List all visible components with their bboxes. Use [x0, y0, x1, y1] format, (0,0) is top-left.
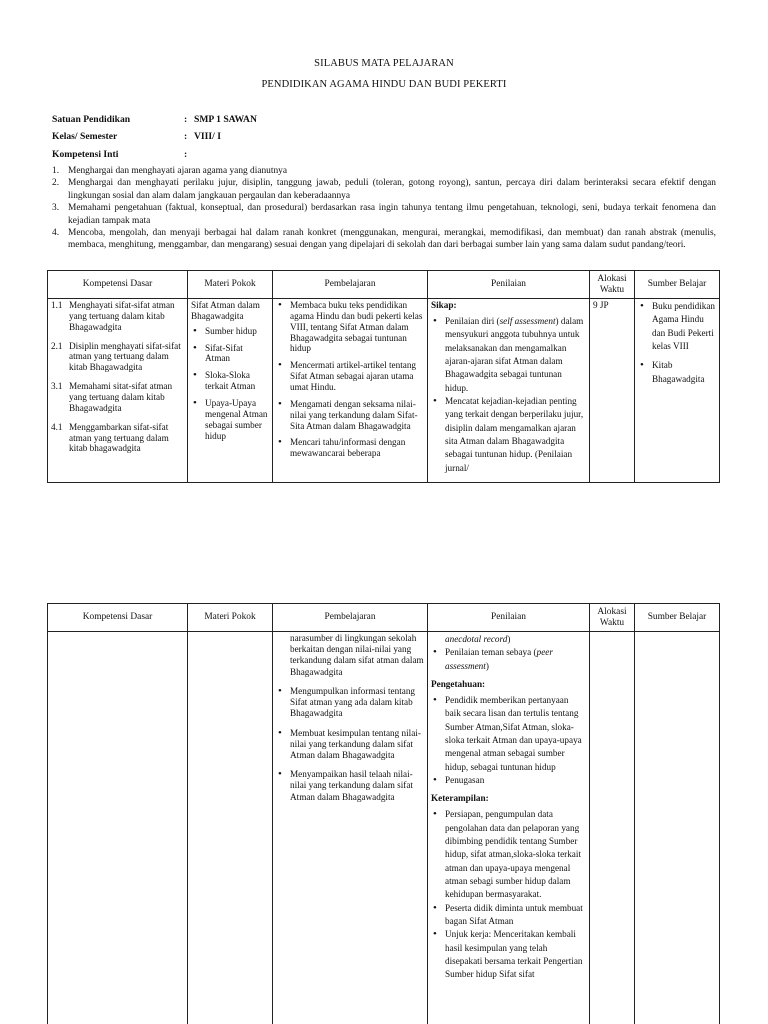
kd-item: [51, 341, 184, 374]
cell-penilaian: [428, 299, 590, 483]
list-item: • Mengamati dengan seksama nilai-nilai yang terkandung dalam Sifat-Sita Atman dalam Bhagawadgita: [276, 399, 424, 432]
list-item: • Mencatat kejadian-kejadian penting yang terkait dengan berperilaku jujur, disiplin dalam mengamalkan ajaran sita Atman dalam Bhagawadgita sebagai tuntunan hidup. (Penilaian jurnal/: [431, 395, 586, 475]
list-item: • Peserta didik diminta untuk membuat bagan Sifat Atman: [431, 902, 586, 929]
header-pembelajaran: Pembelajaran: [273, 271, 428, 299]
item-text: Mencoba, mengolah, dan menyaji berbagai hal dalam ranah konkret (menggunakan, mengurai, merangkai, memodifikasi, dan membuat) dan ranah abstrak (menulis, membaca, menghitung, menggambar, dan mengarang) sesuai dengan yang dipelajari di sekolah dan dari berbagai sumber lain yang sama dalam sudut pandang/teori.: [68, 228, 716, 251]
list-item: • Menyampaikan hasil telaah nilai-nilai yang terkandung dalam sifat Atman dalam Bhagawadgita: [276, 769, 424, 803]
item-number: 1.: [52, 166, 60, 176]
list-item: • Membuat kesimpulan tentang nilai-nilai yang terkandung dalam sifat Atman dalam Bhagawadgita: [276, 728, 424, 762]
penilaian-heading-pengetahuan: Pengetahuan:: [431, 679, 486, 690]
materi-intro: Sifat Atman dalam Bhagawadgita: [191, 300, 260, 321]
kompetensi-inti-list: [52, 165, 716, 252]
list-item: • Penugasan: [431, 774, 586, 787]
kd-number: 4.1: [51, 421, 63, 432]
kompetensi-inti-item: [52, 177, 716, 202]
info-kompetensi-inti: [52, 149, 194, 161]
cell-penilaian: [428, 632, 590, 1024]
text-part: ): [507, 634, 511, 644]
list-item: • Membaca buku teks pendidikan agama Hindu dan budi pekerti kelas VIII, tentang Sifat Atman dalam Bhagawadgita sebagai tuntunan hidup: [276, 300, 424, 354]
list-item: • Sumber hidup: [191, 326, 269, 337]
item-text: Memahami pengetahuan (faktual, konseptual, dan prosedural) berdasarkan rasa ingin tahunya tentang ilmu pengetahuan, teknologi, seni, budaya terkait fenomena dan kejadian tampak mata: [68, 203, 716, 226]
italic-term: self assessment: [499, 315, 556, 326]
info-colon: :: [184, 131, 188, 142]
info-label: Kelas/ Semester: [52, 131, 118, 142]
table-row: [48, 299, 720, 483]
item-text: Menghargai dan menghayati ajaran agama yang dianutnya: [68, 166, 288, 176]
info-value: SMP 1 SAWAN: [194, 114, 257, 125]
list-item: • Kitab Bhagawadgita: [638, 359, 716, 386]
sumber-list: [638, 300, 716, 386]
kd-number: 2.1: [51, 340, 63, 351]
header-sumber-belajar: Sumber Belajar: [635, 604, 720, 632]
cell-alokasi-waktu: 9 JP: [590, 299, 635, 483]
info-satuan-pendidikan: [52, 114, 257, 126]
italic-term: anecdotal record: [445, 634, 508, 644]
penilaian-continuation: [431, 633, 586, 646]
materi-list: [191, 326, 269, 442]
header-materi-pokok: Materi Pokok: [188, 271, 273, 299]
kompetensi-inti-item: [52, 202, 716, 227]
table-header-row: [48, 604, 720, 632]
header-kompetensi-dasar: Kompetensi Dasar: [48, 271, 188, 299]
penilaian-list: [431, 315, 586, 475]
text-part: Penilaian diri (: [445, 315, 500, 326]
kd-item: [51, 381, 184, 414]
pengetahuan-list: [431, 694, 586, 787]
cell-pembelajaran: [273, 299, 428, 483]
kd-text: Memahami sitat-sifat atman yang tertuang dalam kitab Bhagawadgita: [69, 381, 173, 413]
item-number: 4.: [52, 228, 60, 239]
syllabus-table-page-2: [47, 603, 720, 1024]
item-number: 3.: [52, 203, 60, 214]
cell-pembelajaran: [273, 632, 428, 1024]
kd-text: Menghayati sifat-sifat atman yang tertuang dalam kitab Bhagawadgita: [69, 300, 175, 332]
keterampilan-list: [431, 808, 586, 981]
header-sumber-belajar: Sumber Belajar: [635, 271, 720, 299]
header-alokasi-waktu: Alokasi Waktu: [590, 604, 635, 632]
list-item: • Unjuk kerja: Menceritakan kembali hasil kesimpulan yang telah disepakati bersama terkait Pengertian Sumber hidup Sifat sifat: [431, 928, 586, 981]
cell-kompetensi-dasar: [48, 299, 188, 483]
list-item: • Mengumpulkan informasi tentang Sifat atman yang ada dalam kitab Bhagawadgita: [276, 686, 424, 720]
info-colon: :: [184, 149, 188, 160]
kd-text: Menggambarkan sifat-sifat atman yang tertuang dalam kitab bhagawadgita: [69, 421, 169, 454]
header-penilaian: Penilaian: [428, 271, 590, 299]
cell-materi-pokok: [188, 299, 273, 483]
penilaian-sikap-list: [431, 646, 586, 673]
cell-materi-pokok: [188, 632, 273, 1024]
document-subtitle: PENDIDIKAN AGAMA HINDU DAN BUDI PEKERTI: [261, 79, 507, 90]
text-part: ): [485, 660, 489, 671]
info-kelas-semester: [52, 131, 221, 143]
text-part: ) dalam mensyukuri anggota tubuhnya untuk melaksanakan dan mengamalkan ajaran-ajaran sifat Atman dalam Bhagawadgita sebagai tuntunan hidup.: [445, 315, 584, 393]
item-text: Menghargai dan menghayati perilaku jujur, disiplin, tanggung jawab, peduli (toleran, gotong royong), santun, percaya diri dalam berinteraksi secara efektif dengan lingkungan sosial dan alam dalam jangkauan pergaulan dan keberadaannya: [68, 178, 716, 201]
list-item: • Persiapan, pengumpulan data pengolahan data dan pelaporan yang dibimbing pendidik tentang Sumber hidup, sifat atman,sloka-sloka terkait atman dan upaya-upaya mengenal atman sebagi sumber hidup dalam kehidupan bermasyarakat.: [431, 808, 586, 901]
header-pembelajaran: Pembelajaran: [273, 604, 428, 632]
cell-sumber-belajar: [635, 299, 720, 483]
list-item: [431, 646, 586, 673]
list-item: • Pendidik memberikan pertanyaan baik secara lisan dan tertulis tentang Sumber Atman,Sifat Atman, sloka-sloka terkait Atman dan upaya-upaya mengenal atman sebagai sumber hidup, sebagai tuntunan hidup: [431, 694, 586, 774]
info-label: Satuan Pendidikan: [52, 114, 131, 125]
info-value: VIII/ I: [194, 131, 221, 142]
item-number: 2.: [52, 178, 60, 189]
pembelajaran-list: [276, 686, 424, 803]
table-header-row: [48, 271, 720, 299]
kd-item: [51, 422, 184, 455]
kompetensi-inti-item: [52, 165, 716, 177]
header-alokasi-waktu: Alokasi Waktu: [590, 271, 635, 299]
list-item: • Sifat-Sifat Atman: [191, 343, 269, 365]
kd-item: [51, 300, 184, 333]
cell-alokasi-waktu: [590, 632, 635, 1024]
info-label: Kompetensi Inti: [52, 149, 119, 160]
penilaian-heading-sikap: Sikap:: [431, 300, 457, 310]
pembelajaran-list: [276, 300, 424, 459]
document-title: SILABUS MATA PELAJARAN: [314, 58, 454, 69]
header-kompetensi-dasar: Kompetensi Dasar: [48, 604, 188, 632]
pembelajaran-continuation: narasumber di lingkungan sekolah berkaitan dengan nilai-nilai yang terkandung dalam sifat atman dalam Bhagawadgita: [290, 633, 424, 677]
list-item: • Sloka-Sloka terkait Atman: [191, 370, 269, 392]
table-row: [48, 632, 720, 1024]
list-item: • Mencermati artikel-artikel tentang Sifat Atman sebagai ajaran utama umat Hindu.: [276, 360, 424, 393]
kompetensi-inti-item: [52, 227, 716, 252]
kd-number: 3.1: [51, 381, 63, 392]
kd-number: 1.1: [51, 300, 63, 310]
text-part: Penilaian teman sebaya (: [445, 647, 537, 658]
syllabus-table-page-1: [47, 270, 720, 483]
header-materi-pokok: Materi Pokok: [188, 604, 273, 632]
header-penilaian: Penilaian: [428, 604, 590, 632]
info-colon: :: [184, 114, 188, 125]
list-item: [431, 315, 586, 395]
cell-kompetensi-dasar: [48, 632, 188, 1024]
kd-text: Disiplin menghayati sifat-sifat atman yang tertuang dalam kitab Bhagawadgita: [69, 340, 181, 373]
penilaian-heading-keterampilan: Keterampilan:: [431, 793, 489, 804]
cell-sumber-belajar: [635, 632, 720, 1024]
list-item: • Upaya-Upaya mengenal Atman sebagai sumber hidup: [191, 398, 269, 441]
italic-term: peer assessment: [445, 647, 553, 671]
list-item: • Buku pendidikan Agama Hindu dan Budi Pekerti kelas VIII: [638, 300, 716, 353]
list-item: • Mencari tahu/informasi dengan mewawancarai beberapa: [276, 437, 424, 459]
